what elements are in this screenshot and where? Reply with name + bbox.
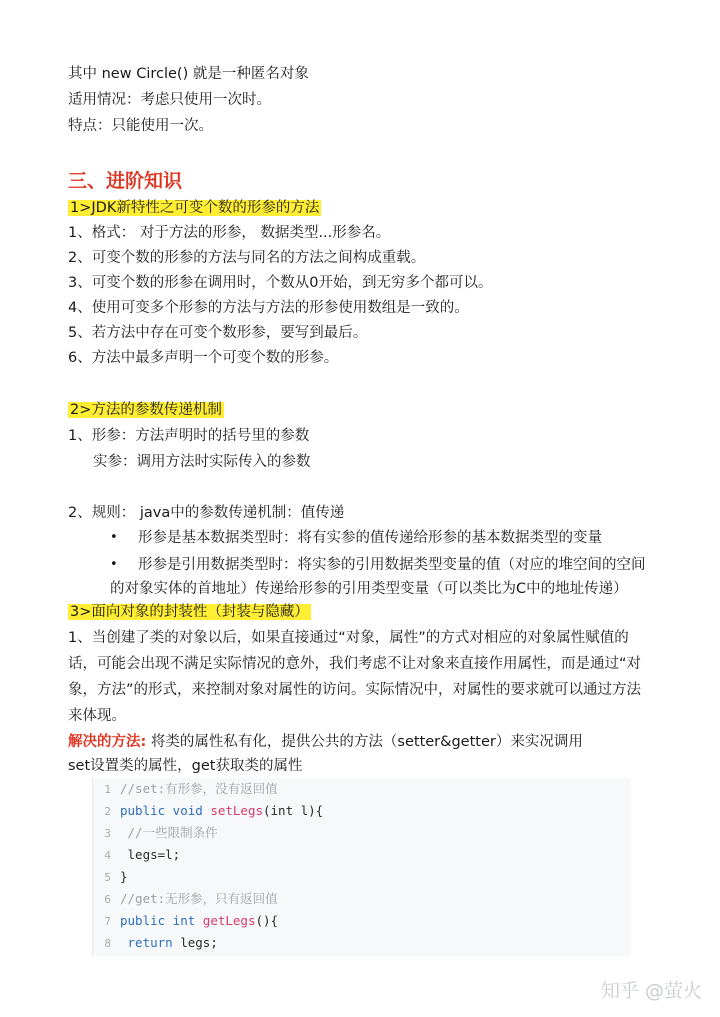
params-heading: 2>方法的参数传递机制 xyxy=(70,402,222,418)
code-line: 4 legs=l; xyxy=(104,847,181,862)
params-item-2: 2、规则： java中的参数传递机制：值传递 xyxy=(68,505,345,521)
encap-solution xyxy=(68,732,583,752)
varargs-item: 2、可变个数的形参的方法与同名的方法之间构成重载。 xyxy=(68,250,426,266)
params-item-1b: 实参：调用方法时实际传入的参数 xyxy=(93,454,311,470)
params-bullet-1: 形参是基本数据类型时：将有实参的值传递给形参的基本数据类型的变量 xyxy=(138,530,602,546)
varargs-item: 6、方法中最多声明一个可变个数的形参。 xyxy=(68,350,339,366)
params-bullet-2-cont: 的对象实体的首地址）传递给形参的引用类型变量（可以类比为C中的地址传递） xyxy=(110,581,628,597)
code-line: 7 public int getLegs(){ xyxy=(104,913,279,928)
encap-para-line: 1、当创建了类的对象以后，如果直接通过“对象，属性”的方式对相应的对象属性赋值的 xyxy=(68,630,629,646)
params-bullet-2: 形参是引用数据类型时：将实参的引用数据类型变量的值（对应的堆空间的空间 xyxy=(138,557,646,573)
intro-line-1: 其中 new Circle() 就是一种匿名对象 xyxy=(68,66,309,82)
code-line: 5 } xyxy=(104,869,128,884)
varargs-item: 4、使用可变多个形参的方法与方法的形参使用数组是一致的。 xyxy=(68,300,469,316)
varargs-item: 5、若方法中存在可变个数形参，要写到最后。 xyxy=(68,325,368,341)
encap-heading: 3>面向对象的封装性（封装与隐藏） xyxy=(70,604,309,620)
intro-line-3: 特点：只能使用一次。 xyxy=(68,118,213,134)
code-line: 8 return legs; xyxy=(104,935,218,950)
code-line: 2 public void setLegs(int l){ xyxy=(104,803,324,818)
encap-para-line: 话，可能会出现不满足实际情况的意外，我们考虑不让对象来直接作用属性，而是通过“对 xyxy=(68,656,642,672)
solution-text: 将类的属性私有化，提供公共的方法（setter&getter）来实况调用 xyxy=(146,734,583,750)
watermark: 知乎 @萤火 xyxy=(600,980,702,1002)
params-item-1: 1、形参：方法声明时的括号里的参数 xyxy=(68,428,310,444)
code-block xyxy=(92,778,631,956)
intro-line-2: 适用情况：考虑只使用一次时。 xyxy=(68,92,271,108)
bullet-dot: • xyxy=(110,557,118,572)
varargs-heading: 1>JDK新特性之可变个数的形参的方法 xyxy=(70,200,320,216)
encap-solution-line2: set设置类的属性，get获取类的属性 xyxy=(68,758,303,774)
varargs-item: 1、格式： 对于方法的形参， 数据类型...形参名。 xyxy=(68,225,391,241)
encap-para-line: 来体现。 xyxy=(68,708,126,724)
code-line: 3 //一些限制条件 xyxy=(104,825,218,840)
bullet-dot: • xyxy=(110,530,118,545)
code-line: 1 //set:有形参，没有返回值 xyxy=(104,781,278,796)
varargs-item: 3、可变个数的形参在调用时，个数从0开始，到无穷多个都可以。 xyxy=(68,275,493,291)
encap-para-line: 象，方法”的形式，来控制对象对属性的访问。实际情况中，对属性的要求就可以通过方法 xyxy=(68,682,642,698)
code-line: 6 //get:无形参，只有返回值 xyxy=(104,891,278,906)
solution-label: 解决的方法: xyxy=(68,734,147,750)
section-title: 三、进阶知识 xyxy=(68,170,183,192)
